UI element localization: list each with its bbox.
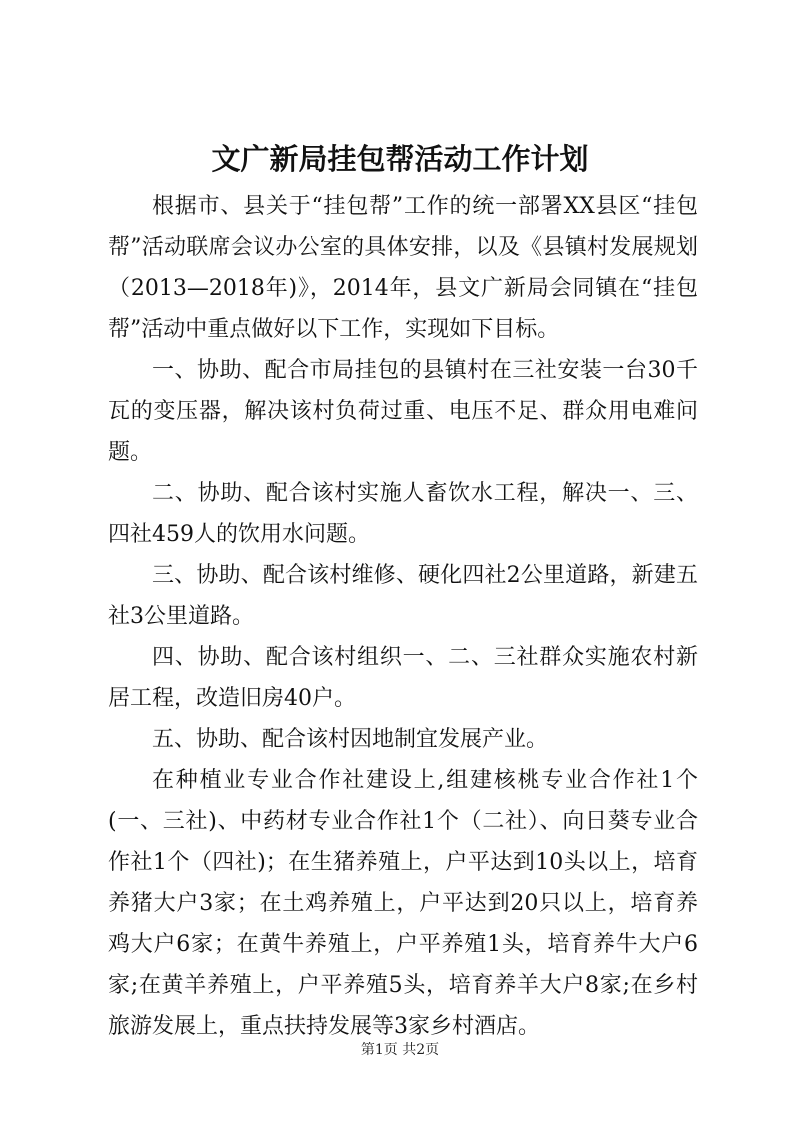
document-title: 文广新局挂包帮活动工作计划	[211, 142, 589, 176]
paragraph-intro: 根据市、县关于“挂包帮”工作的统一部署XX县区“挂包帮”活动联席会议办公室的具体安排，以及《县镇村发展规划（2013—2018年)》，2014年，县文广新局会同镇在“挂包帮”活动中重点做好以下工作，实现如下目标。	[108, 194, 698, 342]
paragraph-item-2: 二、协助、配合该村实施人畜饮水工程，解决一、三、四社459人的饮用水问题。	[108, 481, 698, 547]
paragraph-industry-details: 在种植业专业合作社建设上,组建核桃专业合作社1个(一、三社)、中药材专业合作社1个（二社）、向日葵专业合作社1个（四社)；在生猪养殖上，户平达到10头以上，培育养猪大户3家；在土鸡养殖上，户平达到20只以上，培育养鸡大户6家；在黄牛养殖上，户平养殖1头，培育养牛大户6家;在黄羊养殖上，户平养殖5头，培育养羊大户8家;在乡村旅游发展上，重点扶持发展等3家乡村酒店。	[108, 768, 698, 1039]
paragraph-item-4: 四、协助、配合该村组织一、二、三社群众实施农村新居工程，改造旧房40户。	[108, 645, 698, 711]
page-number: 第1页 共2页	[360, 1042, 440, 1058]
paragraph-item-3: 三、协助、配合该村维修、硬化四社2公里道路，新建五社3公里道路。	[108, 563, 698, 629]
paragraph-item-1: 一、协助、配合市局挂包的县镇村在三社安装一台30千瓦的变压器，解决该村负荷过重、电压不足、群众用电难问题。	[108, 358, 698, 465]
paragraph-item-5: 五、协助、配合该村因地制宜发展产业。	[152, 727, 549, 752]
document-body	[108, 186, 698, 1047]
